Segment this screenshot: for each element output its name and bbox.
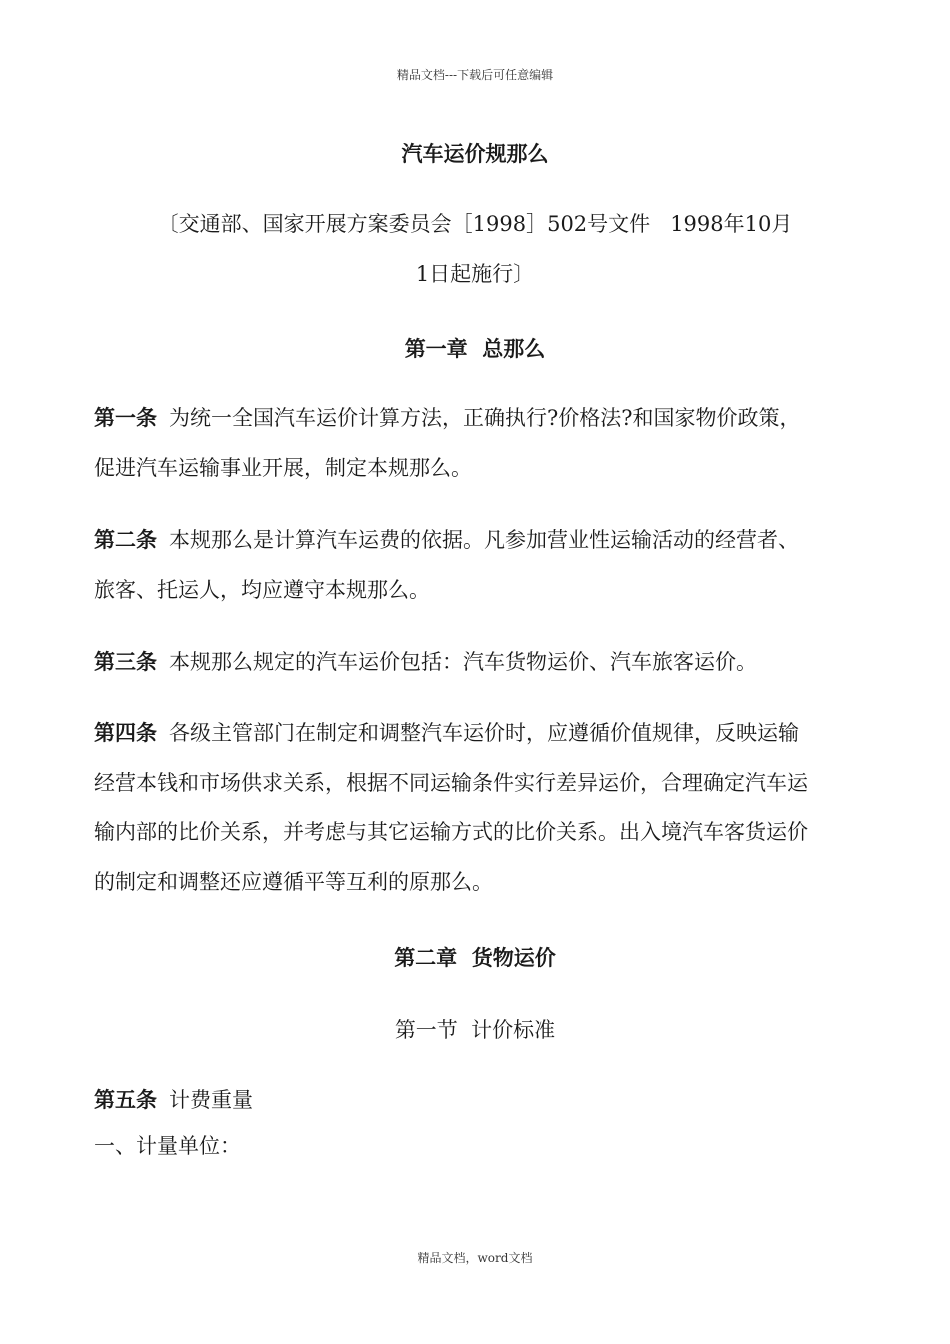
article-2-label: 第二条 — [94, 528, 157, 552]
article-4-text-4: 的制定和调整还应遵循平等互利的原那么。 — [94, 869, 493, 894]
article-1-text-2: 促进汽车运输事业开展，制定本规那么。 — [94, 455, 472, 480]
article-4-label: 第四条 — [94, 721, 157, 745]
article-4-text-2: 经营本钱和市场供求关系，根据不同运输条件实行差异运价，合理确定汽车运 — [94, 770, 808, 795]
article-2-text-2: 旅客、托运人，均应遵守本规那么。 — [94, 577, 430, 602]
article-1-text-1: 为统一全国汽车运价计算方法，正确执行?价格法?和国家物价政策， — [169, 406, 801, 430]
article-1-line-1 — [94, 394, 874, 444]
article-5-text: 计费重量 — [169, 1088, 253, 1112]
article-2 — [94, 516, 874, 615]
document-title: 汽车运价规那么 — [401, 142, 549, 166]
article-3-text-1: 本规那么规定的汽车运价包括：汽车货物运价、汽车旅客运价。 — [169, 650, 757, 674]
running-header: 精品文档---下载后可任意编辑 — [396, 68, 554, 82]
list-item-1: 一、计量单位： — [94, 1134, 241, 1158]
article-5 — [94, 1076, 874, 1126]
article-5-label: 第五条 — [94, 1088, 157, 1112]
article-1 — [94, 394, 874, 493]
article-3 — [94, 638, 874, 688]
article-4 — [94, 709, 874, 907]
document-subtitle-line2: 1日起施行〕 — [415, 262, 535, 286]
article-1-label: 第一条 — [94, 406, 157, 430]
article-5-line-1 — [94, 1076, 874, 1126]
article-3-label: 第三条 — [94, 650, 157, 674]
article-4-line-1 — [94, 709, 874, 759]
running-footer: 精品文档，word文档 — [417, 1251, 533, 1265]
document-subtitle-line1: 〔交通部、国家开展方案委员会［1998］502号文件 1998年10月 — [157, 212, 793, 236]
article-2-line-1 — [94, 516, 874, 566]
section-heading-1: 第一节 计价标准 — [394, 1018, 556, 1042]
chapter-heading-1: 第一章 总那么 — [404, 337, 546, 361]
article-3-line-1 — [94, 638, 874, 688]
article-2-text-1: 本规那么是计算汽车运费的依据。凡参加营业性运输活动的经营者、 — [169, 528, 799, 552]
chapter-heading-2: 第二章 货物运价 — [394, 946, 556, 970]
article-4-text-1: 各级主管部门在制定和调整汽车运价时，应遵循价值规律，反映运输 — [169, 721, 799, 745]
article-4-text-3: 输内部的比价关系，并考虑与其它运输方式的比价关系。出入境汽车客货运价 — [94, 820, 808, 844]
